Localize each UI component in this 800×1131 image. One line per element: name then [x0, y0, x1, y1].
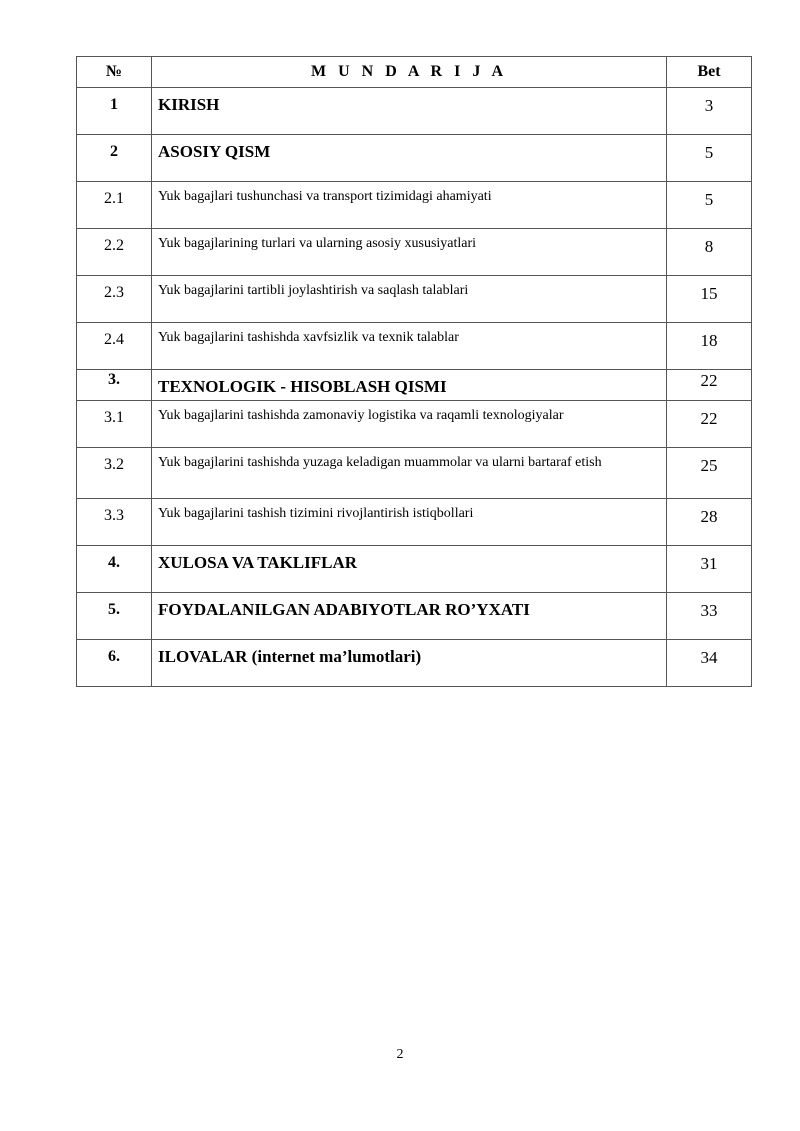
toc-row [77, 323, 752, 370]
section-number: 2 [77, 135, 152, 182]
section-title: ASOSIY QISM [152, 135, 667, 182]
section-number: 2.1 [77, 182, 152, 229]
section-page: 31 [667, 546, 752, 593]
section-title: Yuk bagajlarini tashishda xavfsizlik va texnik talablar [152, 323, 667, 370]
toc-row [77, 370, 752, 401]
section-number: 3. [77, 370, 152, 401]
section-title: Yuk bagajlarining turlari va ularning asosiy xususiyatlari [152, 229, 667, 276]
toc-row [77, 182, 752, 229]
toc-row [77, 229, 752, 276]
table-of-contents [76, 56, 752, 687]
section-title: TEXNOLOGIK - HISOBLASH QISMI [152, 370, 667, 401]
page-column-header: Bet [667, 57, 752, 88]
toc-header-row [77, 57, 752, 88]
section-number: 1 [77, 88, 152, 135]
section-title: ILOVALAR (internet ma’lumotlari) [152, 640, 667, 687]
section-page: 5 [667, 182, 752, 229]
section-title: FOYDALANILGAN ADABIYOTLAR RO’YXATI [152, 593, 667, 640]
section-number: 2.4 [77, 323, 152, 370]
section-page: 5 [667, 135, 752, 182]
section-page: 25 [667, 448, 752, 499]
section-page: 8 [667, 229, 752, 276]
section-title: Yuk bagajlarini tartibli joylashtirish va saqlash talablari [152, 276, 667, 323]
toc-row [77, 276, 752, 323]
toc-row [77, 135, 752, 182]
section-number: 3.3 [77, 499, 152, 546]
section-number: 5. [77, 593, 152, 640]
toc-row [77, 401, 752, 448]
section-number: 4. [77, 546, 152, 593]
toc-row [77, 593, 752, 640]
section-number: 6. [77, 640, 152, 687]
section-page: 34 [667, 640, 752, 687]
section-page: 18 [667, 323, 752, 370]
section-page: 22 [667, 401, 752, 448]
number-column-header: № [77, 57, 152, 88]
toc-row [77, 546, 752, 593]
section-title: Yuk bagajlarini tashishda zamonaviy logistika va raqamli texnologiyalar [152, 401, 667, 448]
section-page: 3 [667, 88, 752, 135]
section-number: 2.2 [77, 229, 152, 276]
section-title: XULOSA VA TAKLIFLAR [152, 546, 667, 593]
toc-row [77, 88, 752, 135]
section-number: 3.2 [77, 448, 152, 499]
section-page: 28 [667, 499, 752, 546]
contents-column-header: M U N D A R I J A [152, 57, 667, 88]
section-title: KIRISH [152, 88, 667, 135]
section-page: 22 [667, 370, 752, 401]
section-page: 15 [667, 276, 752, 323]
page-number: 2 [396, 1047, 404, 1062]
section-title: Yuk bagajlarini tashish tizimini rivojlantirish istiqbollari [152, 499, 667, 546]
toc-row [77, 448, 752, 499]
section-number: 3.1 [77, 401, 152, 448]
section-number: 2.3 [77, 276, 152, 323]
section-title: Yuk bagajlari tushunchasi va transport tizimidagi ahamiyati [152, 182, 667, 229]
section-page: 33 [667, 593, 752, 640]
toc-row [77, 640, 752, 687]
toc-row [77, 499, 752, 546]
section-title: Yuk bagajlarini tashishda yuzaga keladigan muammolar va ularni bartaraf etish [152, 448, 667, 499]
